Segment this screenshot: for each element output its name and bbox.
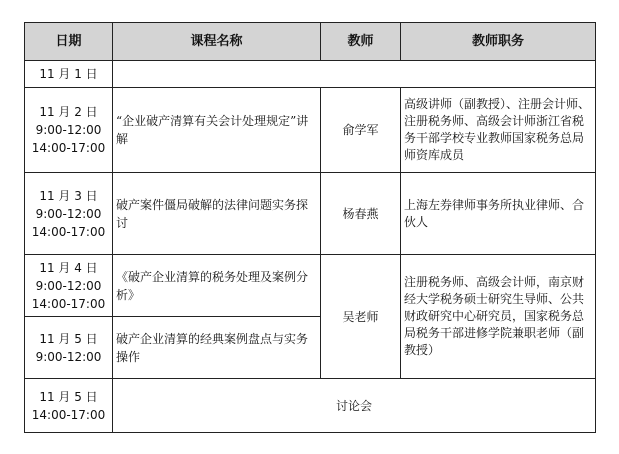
time-afternoon: 14:00-17:00 — [31, 141, 106, 155]
date-day: 11 月 1 日 — [39, 67, 98, 81]
table-row — [25, 173, 596, 255]
empty-cell — [113, 61, 596, 88]
course-name: 破产案件僵局破解的法律问题实务探讨 — [113, 173, 321, 255]
date-day: 11 月 3 日 — [39, 188, 98, 203]
course-schedule-table — [24, 22, 596, 433]
header-date: 日期 — [25, 23, 113, 61]
table-row — [25, 255, 596, 317]
time-morning: 9:00-12:00 — [35, 123, 102, 137]
time-afternoon: 14:00-17:00 — [31, 224, 106, 239]
header-teacher: 教师 — [321, 23, 401, 61]
discussion-session: 讨论会 — [113, 379, 596, 433]
teacher-duty: 注册税务师、高级会计师，南京财经大学税务硕士研究生导师、公共财政研究中心研究员，国家税务总局税务干部进修学院兼职老师（副教授） — [401, 255, 596, 379]
date-day: 11 月 5 日 — [39, 389, 98, 404]
teacher-name: 吴老师 — [321, 255, 401, 379]
schedule-wrapper — [24, 22, 595, 432]
date-cell — [25, 379, 113, 433]
teacher-duty: 高级讲师（副教授）、注册会计师、注册税务师、高级会计师浙江省税务干部学校专业教师国家税务总局师资库成员 — [401, 88, 596, 173]
teacher-name: 杨春燕 — [321, 173, 401, 255]
date-day: 11 月 4 日 — [39, 260, 98, 275]
course-name: 《破产企业清算的税务处理及案例分析》 — [113, 255, 321, 317]
time-afternoon: 14:00-17:00 — [31, 296, 106, 311]
header-row — [25, 23, 596, 61]
date-cell — [25, 88, 113, 173]
teacher-duty: 上海左券律师事务所执业律师、合伙人 — [401, 173, 596, 255]
table-row — [25, 61, 596, 88]
header-duty: 教师职务 — [401, 23, 596, 61]
date-cell — [25, 317, 113, 379]
date-cell — [25, 255, 113, 317]
course-name: “企业破产清算有关会计处理规定”讲解 — [113, 88, 321, 173]
date-cell — [25, 61, 113, 88]
time-morning: 9:00-12:00 — [35, 206, 102, 221]
time-morning: 9:00-12:00 — [35, 349, 102, 364]
date-cell — [25, 173, 113, 255]
time-afternoon: 14:00-17:00 — [31, 407, 106, 422]
header-course: 课程名称 — [113, 23, 321, 61]
date-day: 11 月 2 日 — [39, 105, 98, 119]
time-morning: 9:00-12:00 — [35, 278, 102, 293]
teacher-name: 俞学军 — [321, 88, 401, 173]
course-name: 破产企业清算的经典案例盘点与实务操作 — [113, 317, 321, 379]
table-row — [25, 379, 596, 433]
table-row — [25, 88, 596, 173]
date-day: 11 月 5 日 — [39, 331, 98, 346]
